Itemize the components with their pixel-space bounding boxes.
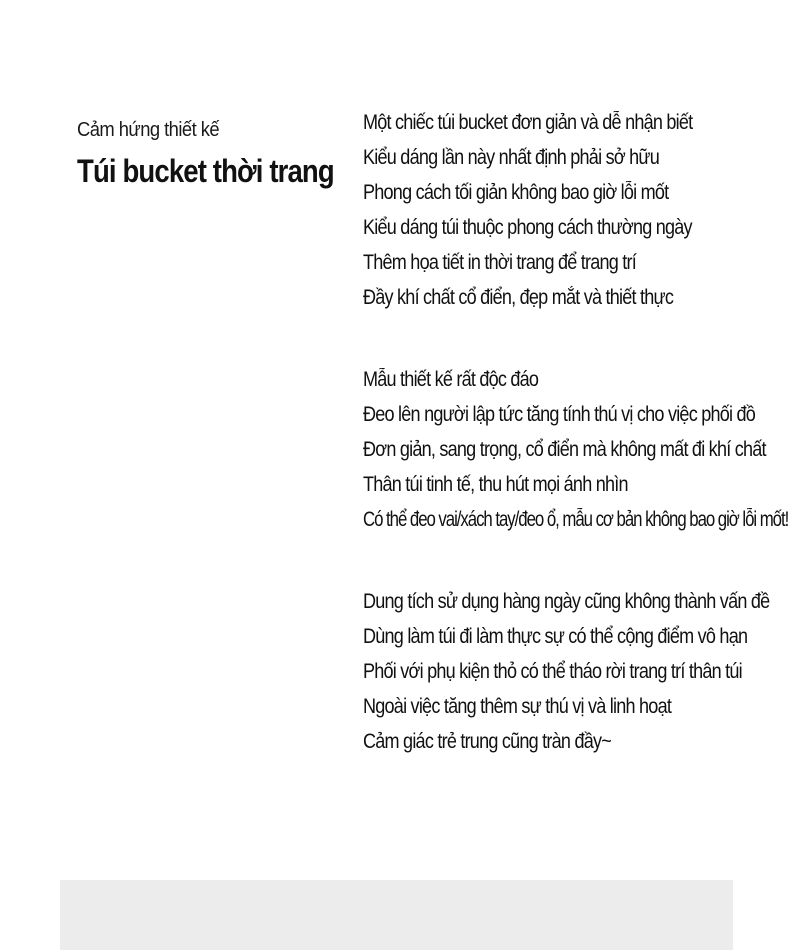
text-line: Phong cách tối giản không bao giờ lỗi mốt: [363, 181, 669, 204]
text-line: Phối với phụ kiện thỏ có thể tháo rời trang trí thân túi: [363, 660, 742, 683]
text-line: Cảm giác trẻ trung cũng tràn đầy~: [363, 730, 612, 753]
text-line: Một chiếc túi bucket đơn giản và dễ nhận biết: [363, 111, 693, 134]
page-title: Túi bucket thời trang: [77, 153, 334, 189]
heading-block: [77, 116, 347, 190]
paragraph-design-overview: [363, 105, 788, 315]
text-line: Thân túi tinh tế, thu hút mọi ánh nhìn: [363, 473, 628, 496]
paragraph-capacity: [363, 584, 788, 759]
text-line: Đầy khí chất cổ điển, đẹp mắt và thiết thực: [363, 286, 674, 309]
text-line: Đơn giản, sang trọng, cổ điển mà không mất đi khí chất: [363, 438, 766, 461]
text-line: Có thể đeo vai/xách tay/đeo ổ, mẫu cơ bản không bao giờ lỗi mốt!: [363, 508, 789, 531]
image-placeholder-panel: [60, 880, 733, 950]
text-line: Mẫu thiết kế rất độc đáo: [363, 368, 539, 391]
text-line: Dung tích sử dụng hàng ngày cũng không thành vấn đề: [363, 590, 770, 613]
section-subtitle: Cảm hứng thiết kế: [77, 119, 220, 141]
text-line: Ngoài việc tăng thêm sự thú vị và linh hoạt: [363, 695, 672, 718]
description-text: [363, 105, 788, 759]
text-line: Kiểu dáng lần này nhất định phải sở hữu: [363, 146, 659, 169]
text-line: Dùng làm túi đi làm thực sự có thể cộng điểm vô hạn: [363, 625, 748, 648]
text-line: Kiểu dáng túi thuộc phong cách thường ngày: [363, 216, 692, 239]
text-line: Đeo lên người lập tức tăng tính thú vị cho việc phối đồ: [363, 403, 756, 426]
paragraph-unique-design: [363, 362, 788, 537]
text-line: Thêm họa tiết in thời trang để trang trí: [363, 251, 637, 274]
